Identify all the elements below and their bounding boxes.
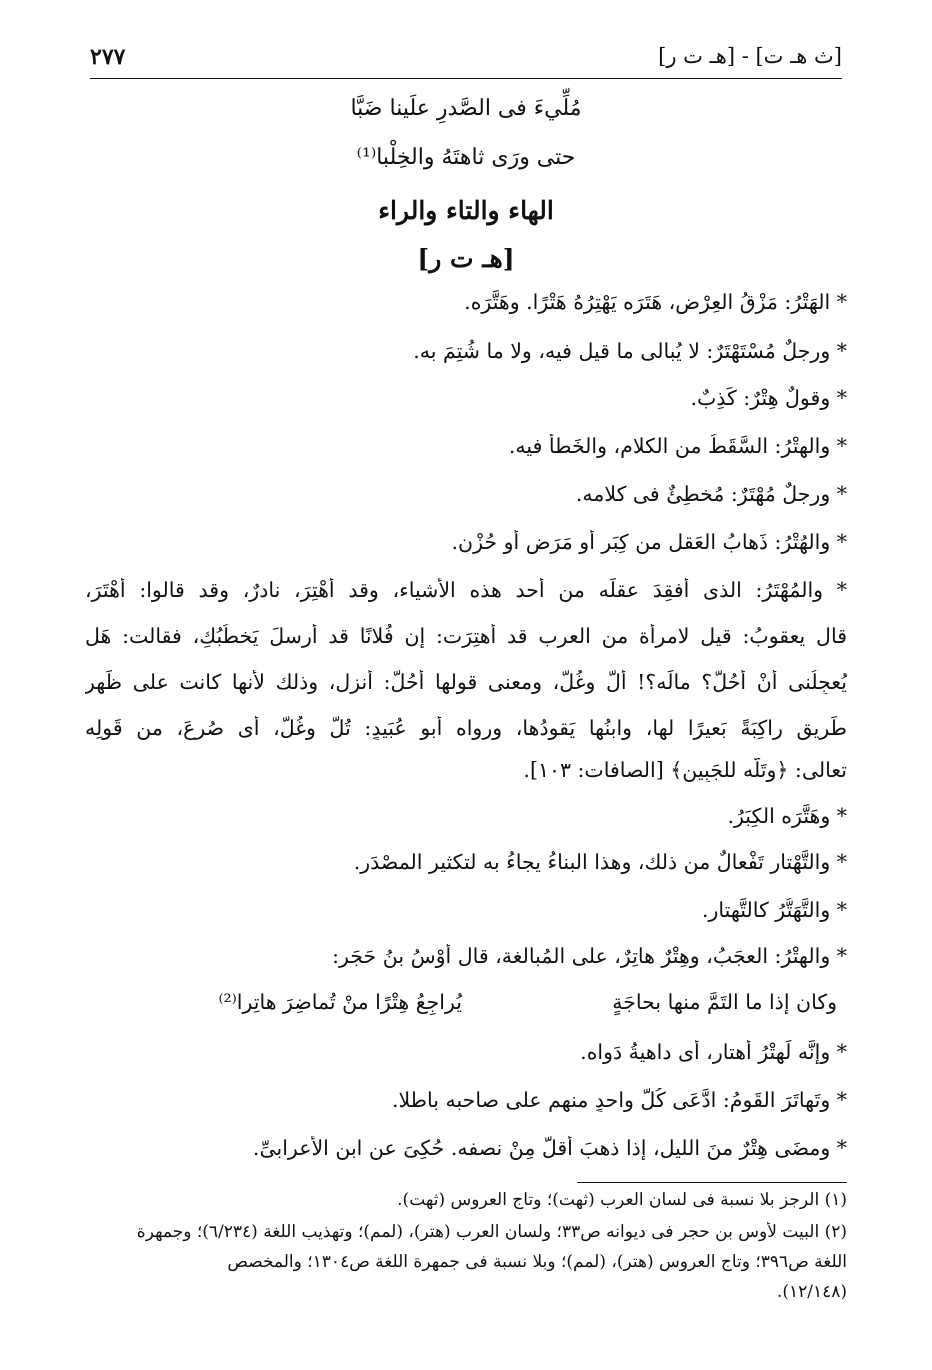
- entry-title: [هـ ت ر]: [417, 244, 515, 273]
- body-line: * وقولٌ هِتْرٌ: كَذِبٌ.: [690, 386, 847, 410]
- body-line: * ومضَى هِتْرٌ منَ الليلِ، إذا ذهبَ أقلُّ مِنْ نصفه. حُكِىَ عنِ ابنِ الأعرابىِّ.: [252, 1136, 847, 1160]
- verse-line-2: حتى ورَى ثاهتَهُ والخِلْبا⁽¹⁾: [356, 145, 576, 170]
- body-line: * والهِتْرُ: العجَبُ، وهِتْرٌ هاتِرٌ، على المُبالغة، قال أَوْسُ بنُ حَجَرٍ:: [332, 944, 847, 968]
- running-title: [ث هـ ت] - [هـ ت ر]: [658, 44, 842, 68]
- body-line: يُعجِلُنى أنْ أَحُلَّ؟ مالَه؟! أُلَّ وغُلَّ، ومعنى قولها أَحُلَّ: أنزل، وذلك لأنها كانت على ظَهرِ: [85, 670, 847, 694]
- footnote-line: (٢) البيت لأوس بن حجر فى ديوانه ص٣٣؛ ولسان العرب (هتر)، (لمم)؛ وتهذيب اللغة (٦/٢٣٤)؛ وجمهرة: [136, 1222, 847, 1242]
- body-line: * والهِتْرُ: السَّقَطُ من الكلام، والخَطأُ فيه.: [508, 434, 847, 458]
- body-line: تعالى: ﴿وتَلَّه للجَبِينِ﴾ [الصافات: ١٠٣].: [523, 758, 847, 782]
- body-line: * وهَتَّرَه الكِبَرُ.: [727, 804, 847, 828]
- footnote-rule: [577, 1182, 847, 1183]
- body-line: * والتَّهْتار تَفْعالٌ من ذلك، وهذا البناءُ يجاءُ به لتكثير المصْدَرِ.: [353, 850, 847, 874]
- body-line: * ورجلٌ مُسْتَهْتَرٌ: لا يُبالى ما قيل فيه، ولا ما شُتِمَ به.: [413, 339, 847, 363]
- body-line: * والتَّهَتُّرُ كالتَّهتارِ.: [702, 898, 847, 922]
- couplet-hemistich-1: وكان إذا ما التَمَّ منها بحاجَةٍ: [612, 990, 837, 1014]
- section-title: الهاء والتاء والراء: [378, 196, 554, 225]
- poetry-couplet: [85, 990, 847, 1020]
- body-line: * وإنَّه لَهِتْرُ أهتارٍ، أى داهيةُ دَواه.: [580, 1040, 847, 1064]
- body-line: طَريقٍ راكِبَةً بَعيرًا لها، وابنُها يَقودُها، ورواه أبو عُبَيدٍ: تُلَّ وغُلَّ، أى صُرِعَ، من قَولِه: [85, 716, 847, 740]
- body-line: * الهَتْرُ: مَزْقُ العِرْضِ، هَتَرَه يَهْتِرُهُ هَتْرًا. وهَتَّرَه.: [464, 290, 847, 314]
- body-line: قال يعقوبُ: قيل لامرأة من العرب قد أُهتِرَت: إن فُلانًا قد أرسلَ يَخطُبُكِ، فقالت: هَل: [85, 624, 847, 648]
- body-line: * والمُهْتَرُ: الذى أُفقِدَ عقلَه من أحد هذه الأشياء، وقد أُهْتِرَ، نادرٌ، وقد قالوا: أَهْتَرَ،: [85, 578, 847, 602]
- page-number: ٢٧٧: [90, 44, 126, 70]
- footnote-line: (١٢/١٤٨).: [776, 1282, 847, 1302]
- body-line: * والهُتْرُ: ذَهابُ العَقلِ من كِبَرٍ أو مَرَضٍ أو حُزْنٍ.: [451, 530, 847, 554]
- entry-body: [85, 0, 847, 1180]
- body-line: * وتَهاتَرَ القَومُ: ادَّعَى كُلُّ واحدٍ منهم على صاحبه باطلا.: [391, 1088, 847, 1112]
- verse-line-1: مُلِّيءَ فى الصَّدرِ علَينا ضَبَّا: [350, 96, 582, 121]
- couplet-hemistich-2: يُراجِعُ هِتْرًا منْ تُماضِرَ هاتِرا⁽²⁾: [218, 990, 462, 1014]
- body-line: * ورجلٌ مُهْتَرٌ: مُخطِئٌ فى كلامه.: [575, 482, 847, 506]
- footnote-line: (١) الرجز بلا نسبة فى لسان العرب (ثهت)؛ وتاج العروس (ثهت).: [397, 1190, 847, 1210]
- footnote-line: اللغة ص٣٩٦؛ وتاج العروس (هتر)، (لمم)؛ وبلا نسبة فى جمهرة اللغة ص١٣٠٤؛ والمخصص: [227, 1252, 847, 1272]
